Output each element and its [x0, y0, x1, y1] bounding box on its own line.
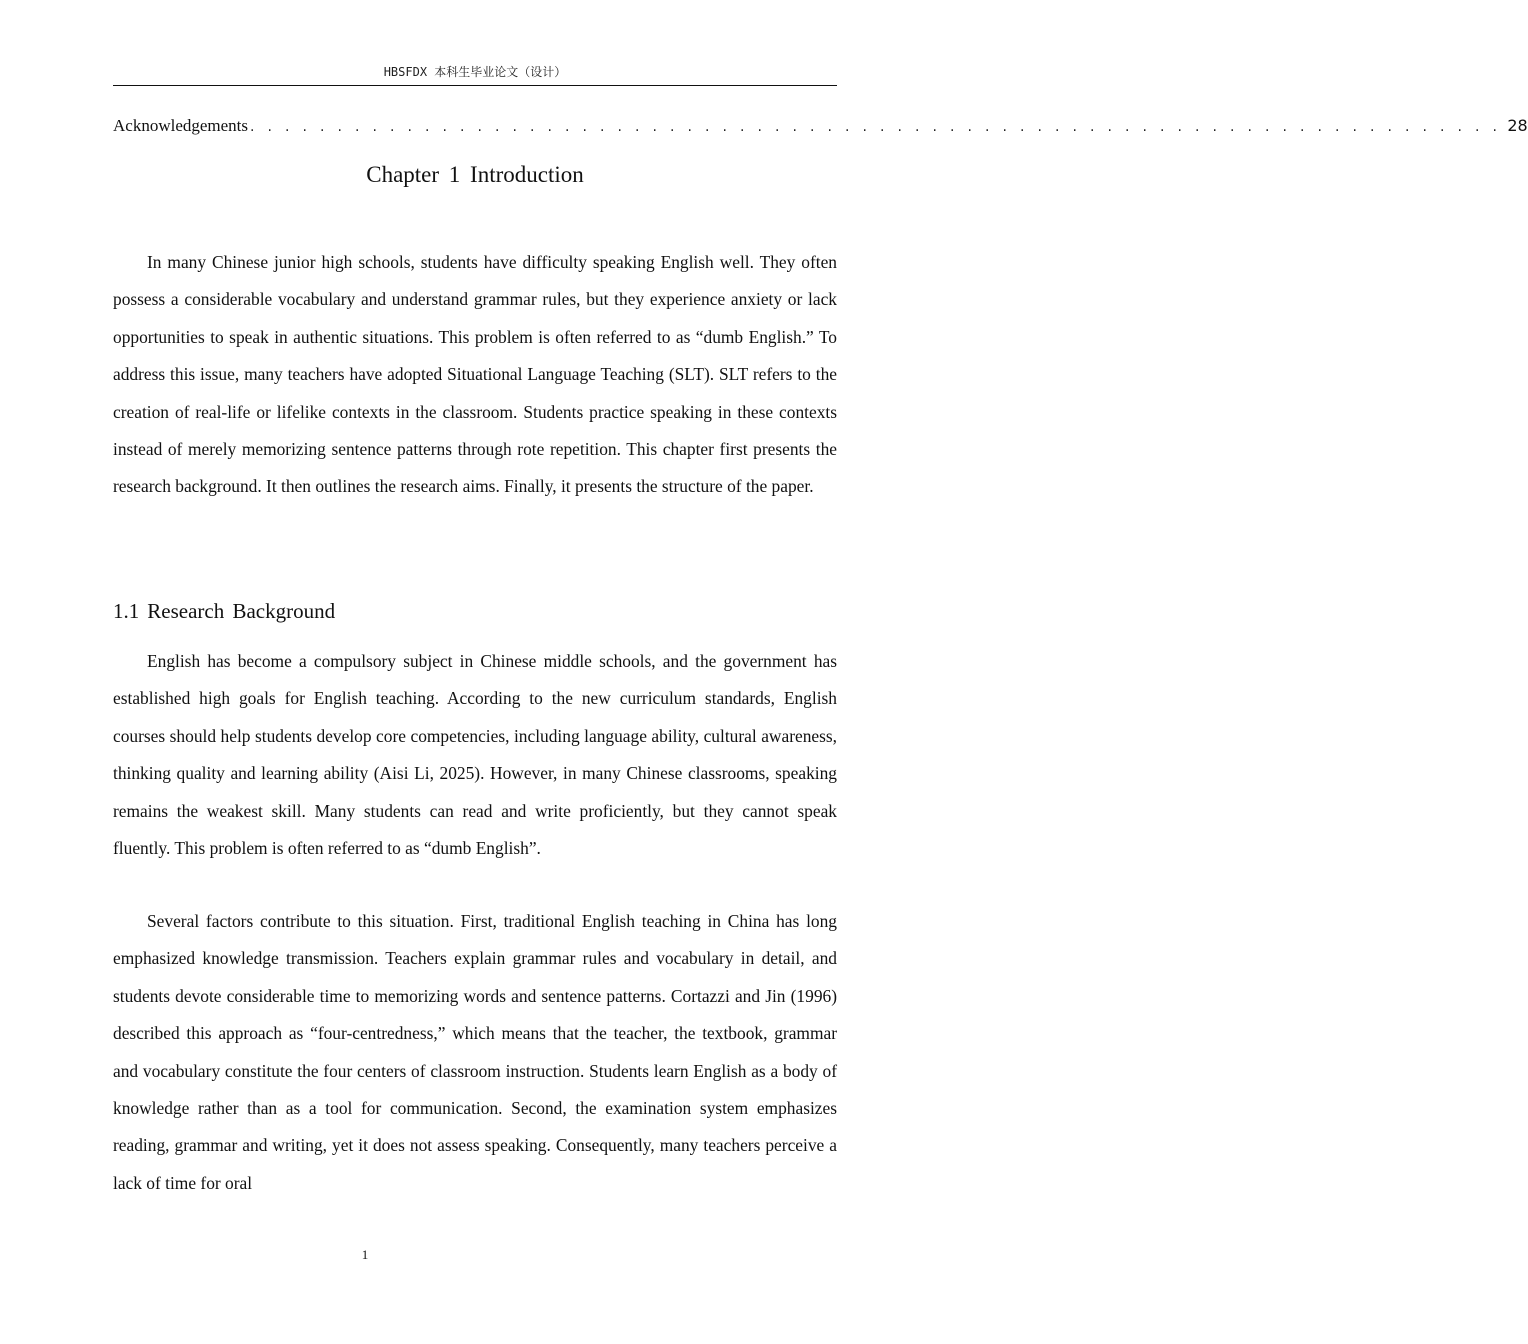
intro-paragraph: In many Chinese junior high schools, students have difficulty speaking English well. They often possess a considerable vocabulary and understand grammar rules, but they experience anxiety or lack opportunities to speak in authentic situations. This problem is often referred to as “dumb English.” To address this issue, many teachers have adopted Situational Language Teaching (SLT). SLT refers to the creation of real-life or lifelike contexts in the classroom. Students practice speaking in these contexts instead of merely memorizing sentence patterns through rote repetition. This chapter first presents the research background. It then outlines the research aims. Finally, it presents the structure of the paper.	[113, 252, 837, 497]
toc-entry-label: Acknowledgements	[113, 116, 249, 135]
section-heading	[113, 597, 335, 625]
section-number: 1.1	[113, 599, 140, 623]
running-header: HBSFDX 本科生毕业论文（设计）	[383, 65, 567, 79]
page-number: 1	[361, 1247, 369, 1262]
body-paragraph: English has become a compulsory subject in Chinese middle schools, and the government has established high goals for English teaching. According to the new curriculum standards, English courses should help students develop core competencies, including language ability, cultural awareness, thinking quality and learning ability (Aisi Li, 2025). However, in many Chinese classrooms, speaking remains the weakest skill. Many students can read and write proficiently, but they cannot speak fluently. This problem is often referred to as “dumb English”.	[113, 651, 837, 859]
toc-entry	[113, 115, 1528, 137]
section-title: Research Background	[147, 599, 336, 623]
chapter-title: Chapter 1 Introduction	[366, 162, 584, 187]
body-paragraph: Several factors contribute to this situation. First, traditional English teaching in China has long emphasized knowledge transmission. Teachers explain grammar rules and vocabulary in detail, and students devote considerable time to memorizing words and sentence patterns. Cortazzi and Jin (1996) described this approach as “four-centredness,” which means that the teacher, the textbook, grammar and vocabulary constitute the four centers of classroom instruction. Students learn English as a body of knowledge rather than as a tool for communication. Second, the examination system emphasizes reading, grammar and writing, yet it does not assess speaking. Consequently, many teachers perceive a lack of time for oral	[113, 911, 837, 1193]
header-rule	[113, 85, 837, 86]
toc-dot-leader: . . . . . . . . . . . . . . . . . . . . . . . . . . . . . . . . . . . . . . . . . . . . . . . . . . . . . . . . . . . . . . . . . . . . . . . .	[250, 119, 1502, 135]
toc-entry-page: 28	[1507, 116, 1528, 135]
